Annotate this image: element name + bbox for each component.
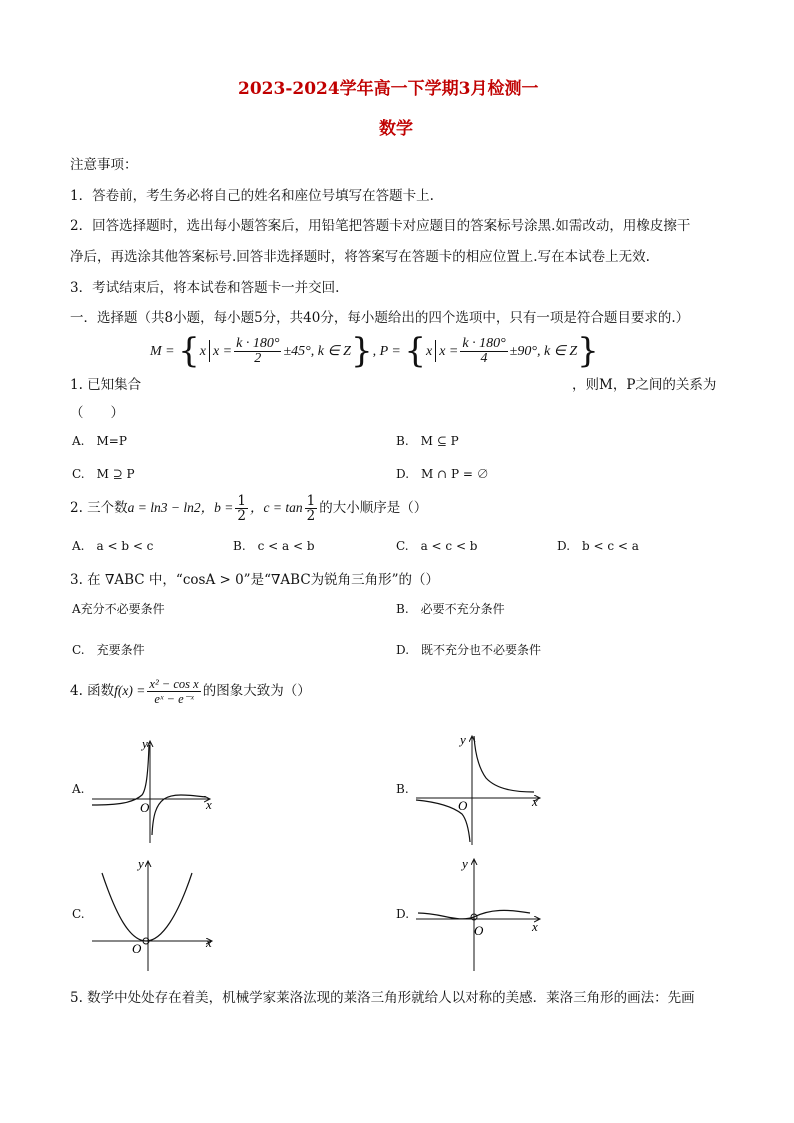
notice-item-3: 3．考试结束后，将本试卷和答题卡一并交回. [70, 280, 340, 296]
q1-set-p-cond: x = [439, 344, 459, 359]
curve-left [92, 745, 149, 805]
left-brace-icon: { [178, 331, 200, 371]
y-label: y [142, 736, 148, 751]
q2-option-b[interactable]: B. c < a < b [233, 539, 315, 553]
q1-set-m-var: x [199, 344, 206, 359]
exam-title: 2023-2024学年高一下学期3月检测一 [238, 79, 539, 99]
q3-option-a[interactable]: A充分不必要条件 [72, 602, 165, 616]
q4-graph-c[interactable] [88, 855, 218, 973]
q1-lead: 1. 已知集合 [70, 377, 142, 393]
x-label: x [532, 794, 538, 809]
q4-option-a-label[interactable]: A. [72, 782, 85, 796]
right-brace-icon: } [350, 331, 373, 371]
y-label: y [460, 732, 466, 747]
q4-option-c-label[interactable]: C. [72, 907, 85, 921]
curve [102, 873, 192, 941]
q3-option-c[interactable]: C. 充要条件 [72, 643, 145, 657]
origin-label: O [474, 923, 484, 938]
q1-set-p-num: k · 180° [462, 335, 506, 351]
q4-fx: f(x) = [114, 683, 146, 698]
section1-heading: 一．选择题（共8小题，每小题5分，共40分，每小题给出的四个选项中，只有一项是符合题目要求的.） [70, 310, 690, 326]
q4-option-d-label[interactable]: D. [396, 907, 410, 921]
q4-stem [70, 677, 311, 706]
notice-item-2b: 净后，再选涂其他答案标号.回答非选择题时，将答案写在答题卡的相应位置上.写在本试卷上无效. [70, 249, 650, 265]
curve-right [152, 795, 206, 835]
q2-option-d[interactable]: D. b < c < a [557, 539, 639, 553]
q3-option-b[interactable]: B. 必要不充分条件 [396, 602, 505, 616]
left-brace-icon: { [404, 331, 426, 371]
q1-set-m-den: 2 [254, 350, 262, 366]
origin-label: O [458, 798, 468, 813]
q2-c-num: 1 [306, 493, 316, 509]
q1-set-m-rest: ±45°, k ∈ Z [283, 344, 351, 359]
q2-c-den: 2 [306, 508, 316, 524]
q1-set-m-num: k · 180° [236, 335, 280, 351]
right-brace-icon: } [577, 331, 599, 371]
subject-title: 数学 [379, 119, 413, 139]
q2-lead: 2. 三个数 [70, 500, 128, 516]
q5-stem: 5. 数学中处处存在着美，机械学家莱洛汯现的莱洛三角形就给人以对称的美感．莱洛三角形的画法：先画 [70, 990, 695, 1006]
notice-heading: 注意事项： [70, 157, 138, 173]
q2-c-pre: ，c = tan [250, 500, 303, 515]
bar-icon [435, 340, 436, 362]
q1-option-d[interactable]: D. M ∩ P = ∅ [396, 467, 489, 481]
x-label: x [532, 919, 538, 934]
q2-b-den: 2 [237, 508, 246, 524]
q1-set-p-name: , P = [372, 344, 405, 359]
bar-icon [209, 340, 210, 362]
q2-tail: 的大小顺序是（） [319, 500, 428, 516]
y-label: y [462, 856, 468, 871]
curve-right [474, 736, 534, 792]
origin-label: O [140, 800, 150, 815]
q1-set-p-var: x [425, 344, 433, 359]
q4-tail: 的图象大致为（） [202, 683, 311, 699]
q1-set-p-rest: ±90°, k ∈ Z [509, 344, 578, 359]
q2-stem [70, 494, 427, 523]
q1-set-m-name: M = [150, 344, 179, 359]
q2-option-a[interactable]: A. a < b < c [72, 539, 154, 553]
q4-graph-b[interactable] [412, 732, 547, 847]
q1-set-p-den: 4 [480, 350, 488, 366]
origin-label: O [132, 941, 142, 956]
y-label: y [138, 856, 144, 871]
q4-graph-d[interactable] [412, 855, 547, 973]
q1-set-m-fraction [234, 337, 281, 366]
q4-num: x² − cos x [149, 677, 199, 691]
q2-b-fraction [235, 494, 248, 523]
q1-option-b[interactable]: B. M ⊆ P [396, 434, 459, 448]
x-label: x [206, 797, 212, 812]
q2-option-c[interactable]: C. a < c < b [396, 539, 478, 553]
q3-option-d[interactable]: D. 既不充分也不必要条件 [396, 643, 542, 657]
q2-a-def: a = ln3 − ln2 [127, 500, 201, 515]
notice-item-1: 1．答卷前，考生务必将自己的姓名和座位号填写在答题卡上. [70, 188, 434, 204]
q1-set-m-cond: x = [212, 344, 233, 359]
q2-c-fraction [305, 494, 318, 523]
q2-b-num: 1 [237, 493, 246, 509]
q4-fraction [147, 677, 200, 706]
notice-item-2a: 2．回答选择题时，选出每小题答案后，用铅笔把答题卡对应题目的答案标号涂黑.如需改动，用橡皮擦干 [70, 218, 691, 234]
q1-set-p-fraction [460, 337, 507, 366]
q1-option-c[interactable]: C. M ⊇ P [72, 467, 135, 481]
q3-stem: 3. 在 ∇ABC 中，“cosA > 0”是“∇ABC为锐角三角形”的（） [70, 572, 440, 588]
q2-b-pre: ，b = [200, 500, 234, 515]
q1-paren: （ ） [70, 405, 124, 421]
q4-option-b-label[interactable]: B. [396, 782, 409, 796]
q4-graph-a[interactable] [88, 735, 218, 845]
q4-den: eˣ − e⁻ˣ [154, 692, 194, 706]
q1-option-a[interactable]: A. M=P [72, 434, 127, 448]
q1-tail: ，则M，P之间的关系为 [572, 377, 717, 393]
x-label: x [206, 935, 212, 950]
q4-lead: 4. 函数 [70, 683, 115, 699]
q1-set-formula [150, 331, 599, 371]
